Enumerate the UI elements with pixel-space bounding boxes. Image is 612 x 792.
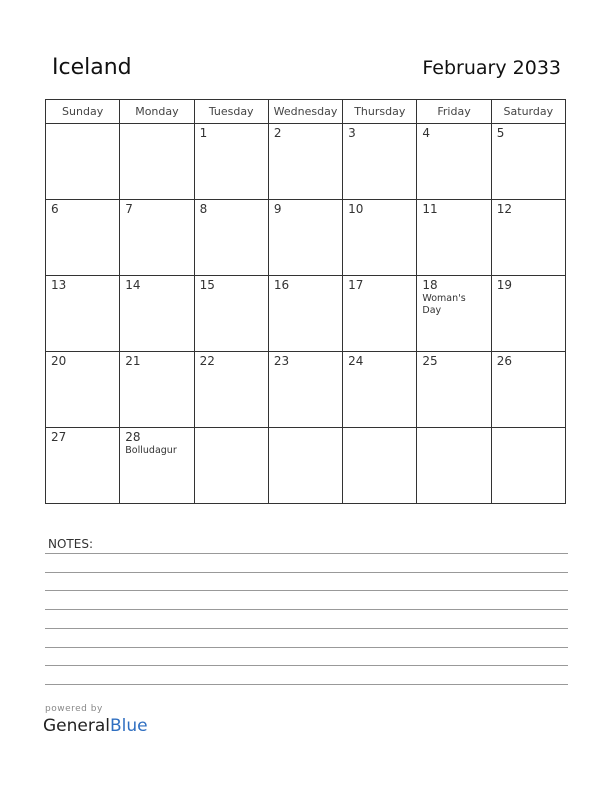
day-number: 4 — [422, 126, 431, 140]
day-number: 25 — [422, 354, 438, 368]
day-number: 8 — [199, 202, 208, 216]
calendar-grid — [45, 99, 566, 504]
day-number: 17 — [348, 278, 364, 292]
week-row — [46, 352, 566, 428]
day-number: 19 — [496, 278, 512, 292]
day-cell — [194, 352, 268, 428]
day-cell — [343, 276, 417, 352]
day-cell — [120, 352, 194, 428]
day-number: 3 — [348, 126, 356, 140]
notes-line — [45, 628, 568, 629]
week-row — [46, 276, 566, 352]
day-number: 16 — [273, 278, 290, 292]
day-cell — [417, 352, 491, 428]
day-cell — [120, 276, 194, 352]
day-cell — [417, 276, 491, 352]
weekday-sunday: Sunday — [46, 100, 120, 124]
day-number: 22 — [199, 354, 215, 368]
day-cell — [46, 276, 120, 352]
notes-line — [45, 609, 568, 610]
day-number: 9 — [273, 202, 282, 216]
day-cell — [46, 428, 120, 504]
day-cell — [46, 200, 120, 276]
notes-line — [45, 572, 568, 573]
day-number: 20 — [51, 354, 67, 368]
brand-general-text: General — [43, 716, 110, 736]
notes-line — [45, 684, 568, 685]
day-cell — [343, 352, 417, 428]
day-number: 28 — [125, 430, 141, 444]
day-number: 7 — [125, 202, 133, 216]
day-cell — [120, 124, 194, 200]
day-cell — [194, 124, 268, 200]
weekday-header-row — [46, 100, 566, 124]
day-number: 2 — [273, 126, 282, 140]
day-cell — [491, 428, 565, 504]
weekday-saturday: Saturday — [491, 100, 565, 124]
day-number: 5 — [496, 126, 505, 140]
week-row — [46, 124, 566, 200]
day-cell — [268, 352, 342, 428]
day-cell — [268, 276, 342, 352]
day-number: 14 — [125, 278, 141, 292]
day-cell — [491, 200, 565, 276]
day-cell — [417, 124, 491, 200]
day-number: 23 — [273, 354, 290, 368]
weekday-thursday: Thursday — [343, 100, 417, 124]
day-cell — [268, 200, 342, 276]
brand-blue-text: Blue — [110, 716, 148, 736]
month-year-title: February 2033 — [422, 57, 561, 79]
day-cell — [417, 428, 491, 504]
day-cell — [491, 352, 565, 428]
holiday-label: Woman's Day — [422, 293, 466, 316]
day-cell — [194, 428, 268, 504]
day-cell — [120, 428, 194, 504]
day-cell — [46, 352, 120, 428]
notes-line — [45, 647, 568, 648]
notes-line — [45, 553, 568, 554]
weekday-friday: Friday — [417, 100, 491, 124]
day-number: 13 — [51, 278, 67, 292]
day-number: 26 — [496, 354, 512, 368]
holiday-label: Bolludagur — [125, 445, 177, 456]
day-cell — [343, 200, 417, 276]
weekday-tuesday: Tuesday — [194, 100, 268, 124]
generalblue-logo — [43, 716, 148, 736]
day-cell — [343, 124, 417, 200]
country-title: Iceland — [52, 55, 132, 80]
day-cell — [491, 124, 565, 200]
day-number: 12 — [496, 202, 512, 216]
day-number: 11 — [422, 202, 438, 216]
day-cell — [417, 200, 491, 276]
week-row — [46, 200, 566, 276]
weekday-wednesday: Wednesday — [268, 100, 342, 124]
day-cell — [194, 200, 268, 276]
day-cell — [268, 124, 342, 200]
powered-by-text: powered by — [45, 704, 103, 714]
day-cell — [268, 428, 342, 504]
week-row — [46, 428, 566, 504]
day-cell — [343, 428, 417, 504]
notes-line — [45, 665, 568, 666]
day-cell — [194, 276, 268, 352]
notes-label: NOTES: — [48, 537, 93, 551]
day-number: 15 — [199, 278, 215, 292]
day-number: 10 — [348, 202, 364, 216]
day-number: 1 — [199, 126, 208, 140]
day-number: 6 — [51, 202, 59, 216]
weekday-monday: Monday — [120, 100, 194, 124]
day-number: 21 — [125, 354, 141, 368]
notes-line — [45, 590, 568, 591]
day-cell — [491, 276, 565, 352]
day-number: 24 — [348, 354, 364, 368]
day-number: 18 — [422, 278, 438, 292]
day-cell — [46, 124, 120, 200]
day-cell — [120, 200, 194, 276]
day-number: 27 — [51, 430, 67, 444]
